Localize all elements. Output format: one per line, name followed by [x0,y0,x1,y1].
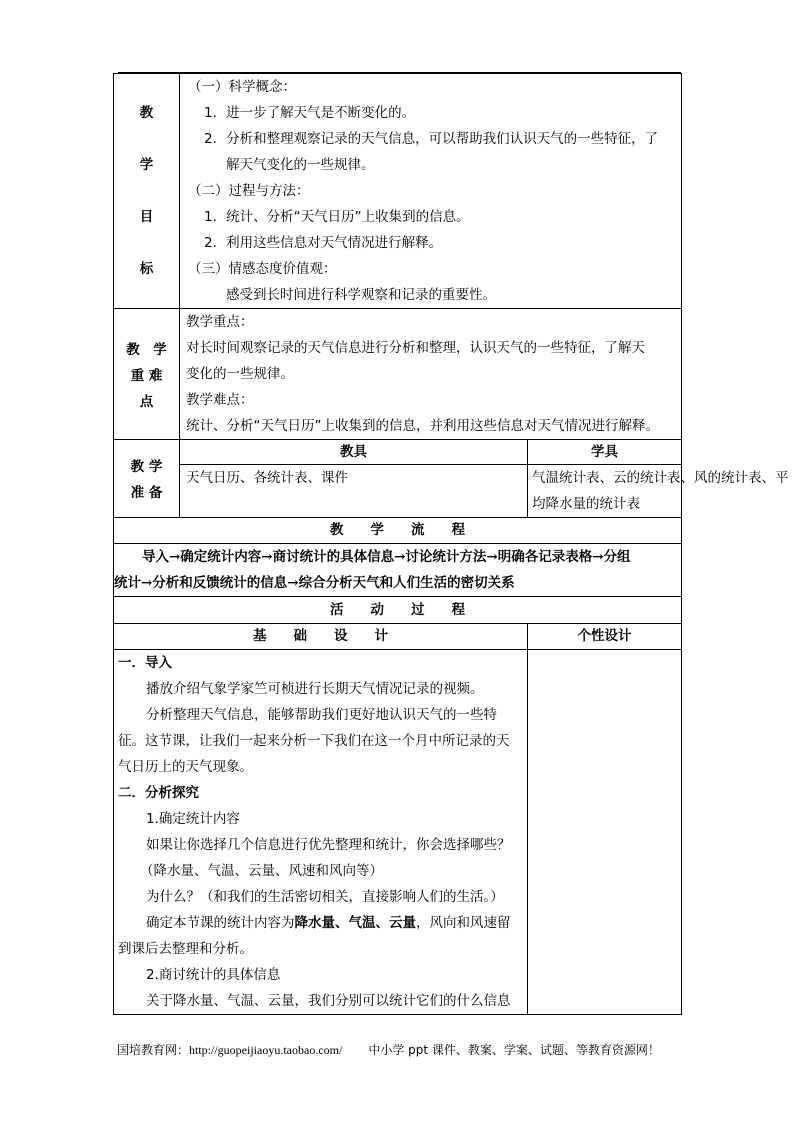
objectives-row [114,74,682,309]
personal-design-header: 个性设计 [528,624,682,650]
key-points-line: 教学重点： [186,314,254,330]
objectives-side-char: 教 [139,105,154,121]
objectives-line: （三）情感态度价值观： [188,261,337,277]
key-points-line: 对长时间观察记录的天气信息进行分析和整理，认识天气的一些特征，了解天 [186,340,645,356]
key-points-line: 统计、分析“天气日历”上收集到的信息，并利用这些信息对天气情况进行解释。 [186,418,659,434]
objectives-line: （二）过程与方法： [188,183,310,199]
section-heading: 二．分析探究 [118,785,199,801]
key-points-line: 教学难点： [186,392,254,408]
content-line: 分析整理天气信息，能够帮助我们更好地认识天气的一些特 [146,707,497,723]
objectives-line: （一）科学概念： [188,79,296,95]
footer-slogan: 中小学 ppt 课件、教案、学案、试题、等教育资源网！ [368,1043,660,1057]
objectives-content [180,74,682,309]
flow-line: 统计→分析和反馈统计的信息→综合分析天气和人们生活的密切关系 [114,575,515,591]
teacher-tools-text: 天气日历、各统计表、课件 [186,470,348,486]
footer-url[interactable]: http://guopeijiaoyu.taobao.com/ [189,1043,343,1057]
flow-line: 导入→确定统计内容→商讨统计的具体信息→讨论统计方法→明确各记录表格→分组 [142,549,631,565]
key-points-line: 变化的一些规律。 [186,366,294,382]
objectives-line: 感受到长时间进行科学观察和记录的重要性。 [226,287,496,303]
activity-header-row [114,597,682,624]
objectives-side-label [114,74,180,309]
activity-header: 活 动 过 程 [114,597,682,624]
content-line: 到课后去整理和分析。 [118,941,253,957]
key-points-row [114,309,682,440]
objectives-line: 1．进一步了解天气是不断变化的。 [204,105,416,121]
student-tools-line: 均降水量的统计表 [532,496,640,512]
teacher-tools-content [180,465,528,518]
objectives-side-char: 目 [139,209,154,225]
flow-header: 教 学 流 程 [114,518,682,544]
key-points-side-line: 教 学 [126,342,167,358]
key-points-side-line: 重 难 [130,368,163,384]
content-line: 1.确定统计内容 [146,811,240,827]
basic-design-content [114,650,528,1015]
content-line: 2.商讨统计的具体信息 [146,967,281,983]
section-heading: 一．导入 [118,655,172,671]
student-tools-header: 学具 [528,440,682,465]
student-tools-line: 气温统计表、云的统计表、风的统计表、平 [532,470,789,486]
objectives-line: 解天气变化的一些规律。 [226,157,375,173]
objectives-line: 2．利用这些信息对天气情况进行解释。 [204,235,443,251]
objectives-side-char: 标 [139,261,154,277]
activity-body-row [114,650,682,1015]
rich-text-part: ，风向和风速留 [416,915,511,931]
content-line: 如果让你选择几个信息进行优先整理和统计，你会选择哪些？ [146,837,511,853]
rich-text-emphasis: 降水量、气温、云量 [294,915,416,931]
objectives-line: 2．分析和整理观察记录的天气信息，可以帮助我们认识天气的一些特征，了 [204,131,659,147]
content-line-rich [118,910,527,936]
content-line: 为什么？（和我们的生活密切相关，直接影响人们的生活。） [146,889,504,905]
content-line: （降水量、气温、云量、风速和风向等） [140,863,383,879]
flow-content-row [114,544,682,597]
flow-header-row [114,518,682,544]
key-points-side-line: 点 [139,394,154,410]
content-line: 气日历上的天气现象。 [118,759,253,775]
content-line: 关于降水量、气温、云量，我们分别可以统计它们的什么信息 [146,993,511,1009]
personal-design-content [528,650,682,1015]
footer-label: 国培教育网： [117,1043,190,1057]
content-line: 播放介绍气象学家竺可桢进行长期天气情况记录的视频。 [146,681,484,697]
student-tools-content [528,465,789,518]
key-points-content [180,309,682,440]
preparation-header-row [114,440,682,465]
preparation-side-line: 教 学 [130,459,163,475]
rich-text-part: 确定本节课的统计内容为 [146,915,295,931]
preparation-items-row [114,465,682,518]
objectives-side-char: 学 [139,157,154,173]
activity-subheader-row [114,624,682,650]
preparation-side-line: 准 备 [130,485,163,501]
teacher-tools-header: 教具 [180,440,528,465]
lesson-plan-table [113,73,789,1015]
content-line: 征。这节课，让我们一起来分析一下我们在这一个月中所记录的天 [118,733,510,749]
page-footer [117,1041,660,1058]
preparation-side-label [114,440,180,518]
objectives-line: 1．统计、分析“天气日历”上收集到的信息。 [204,209,470,225]
flow-content [114,544,682,597]
basic-design-header: 基 础 设 计 [114,624,528,650]
key-points-side-label [114,309,180,440]
